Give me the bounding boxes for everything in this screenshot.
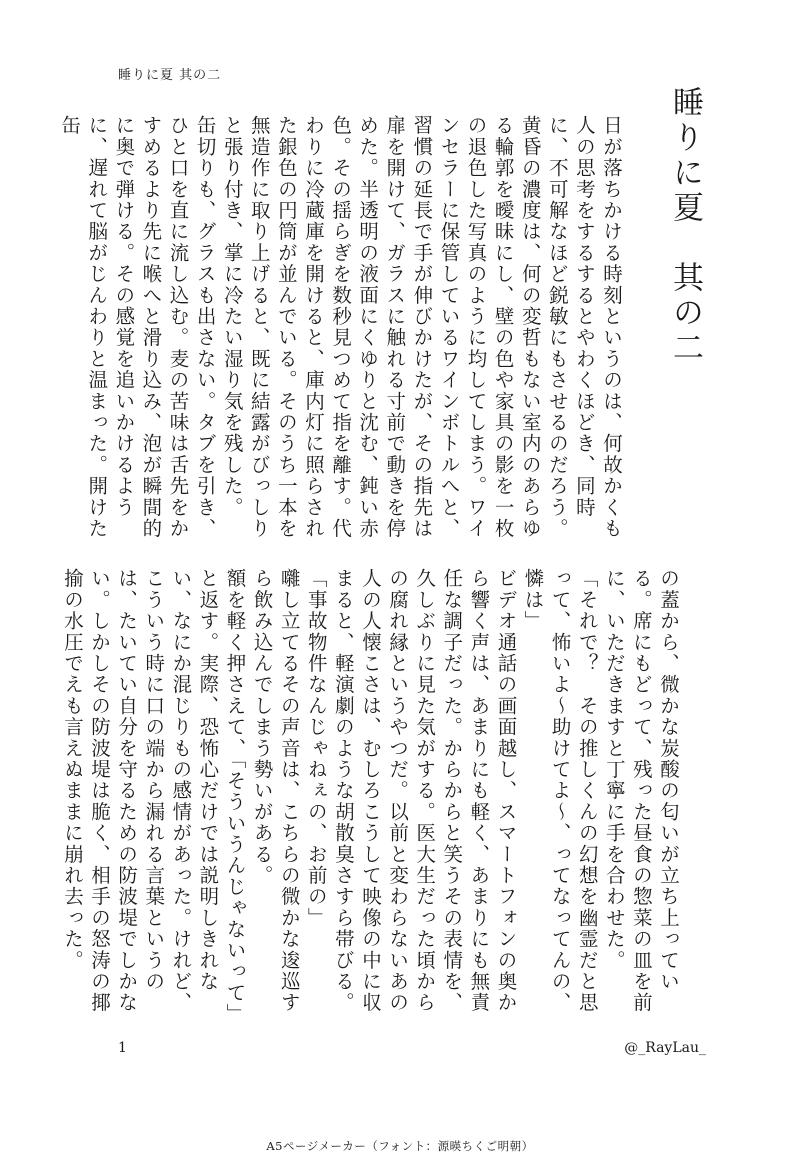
paragraph: 囃し立てるその声音は、こちらの微かな逡巡すら飲み込んでしまう勢いがある。: [250, 568, 301, 1014]
running-header: 睡りに夏 其の二: [118, 68, 222, 83]
footer-credit: A5ページメーカー（フォント：源暎ちくご明朝）: [266, 1139, 534, 1153]
paragraph: ビデオ通話の画面越し、スマートフォンの奥から響く声は、あまりにも軽く、あまりにも無責任な調子だった。からからと笑うその表情を、久しぶりに見た気がする。医大生だった頃からの腐れ縁というやつだ。以前と変わらないあの人の人懐こさは、むしろこうして映像の中に収まると、軽演劇のような胡散臭さすら帯びる。: [331, 568, 518, 1014]
page-title: 睡りに夏 其の二: [667, 86, 703, 366]
paragraph: 缶切りも、グラスも出さない。タブを引き、ひと口を直に流し込む。麦の苦味は舌先をかすめるより先に喉へと滑り込み、泡が瞬間的に奥で弾ける。その感覚を追いかけるように、遅れて脳がじんわりと温まった。開けた缶: [58, 115, 217, 539]
paragraph: 黄昏の濃度は、何の変哲もない室内のあらゆる輪郭を曖昧にし、壁の色や家具の影を一枚の退色した写真のように均してしまう。ワインセラーに保管しているワインボトルへと、習慣の延長で手が伸びかけたが、その指先は扉を開けて、ガラスに触れる寸前で動きを停めた。半透明の液面にくゆりと沈む、鈍い赤色。その揺らぎを数秒見つめて指を離す。代わりに冷蔵庫を開けると、庫内灯に照らされた銀色の円筒が並んでいる。そのうち一本を無造作に取り上げると、既に結露がびっしりと張り付き、掌に冷たい湿り気を残した。: [220, 115, 542, 539]
author-handle: @_RayLau_: [624, 1040, 706, 1056]
paragraph: 日が落ちかける時刻というのは、何故かくも人の思考をするするとやわくほどき、同時に、不可解なほど鋭敏にもさせるのだろう。: [545, 115, 623, 539]
body-text-lower: [60, 568, 682, 1028]
dialogue-line: 「事故物件なんじゃねぇの、お前の」: [304, 568, 328, 929]
body-text-upper: [58, 115, 625, 555]
dialogue-line: 「それで？ その推しくんの幻想を幽霊だと思って、怖いよ〜助けてよ〜、ってなってんの、憐は」: [521, 568, 599, 1014]
paragraph: 額を軽く押さえて、「そういうんじゃないって」と返す。実際、恐怖心だけでは説明しきれない、なにか混じりもの感情があった。けれど、こういう時に口の端から漏れる言葉というのは、たいてい自分を守るための防波堤でしかない。しかしその防波堤は脆く、相手の怒涛の揶揄の水圧でえも言えぬままに崩れ去った。: [60, 568, 247, 1025]
paragraph: の蓋から、微かな炭酸の匂いが立ち上っている。席にもどって、残った昼食の惣菜の皿を前に、いただきますと丁寧に手を合わせた。: [602, 568, 680, 1014]
page-number: 1: [118, 1040, 127, 1056]
